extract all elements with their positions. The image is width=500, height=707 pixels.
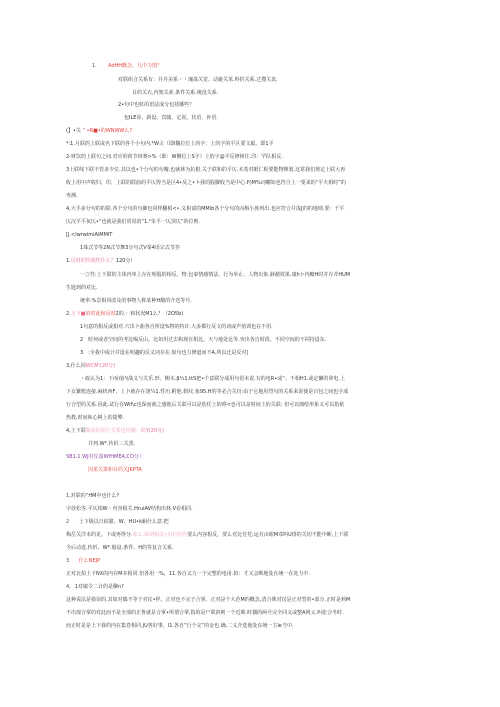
question-2-heading — [66, 311, 183, 317]
question-3-heading — [66, 363, 115, 369]
b3-title: 什么NEJP — [78, 558, 101, 564]
top-answer-line-3: 2•句中也虹的语法成分包括哪些？ — [118, 102, 195, 108]
question-2-answer-line: 2 时何或者空间的考比喝反山。比如用过去和现在相比。天与地处比等.突出各自时段、不同空间的不同持设东. — [80, 337, 327, 343]
b3-heading — [66, 558, 100, 564]
question-2-title-part-c: 2的.：和状况M1么？（2O5b) — [115, 311, 184, 317]
question-1-heading — [66, 258, 135, 264]
sb-section-subheading: 因果关策和目的关JKPTA — [88, 467, 142, 473]
question-3-number: 3,什么同 — [66, 363, 86, 369]
b4-number: 4 — [66, 584, 70, 590]
question-4-score: Y(20分) — [145, 428, 165, 434]
paragraph-line: 4,大手多分句的的联.各个分句的句御也同样翻相<•.义相请的MMib各个分句的向梅小族列出.也应符合并浅[的的地则.要：千平 — [66, 206, 345, 212]
paragraph-line: 收上用中声收归、印，上联的联曲的平仄得当是区4•反之•卜我的股脚收当是中心.P)M%词嘟如也符合上一要来的“平火相时”的 — [66, 180, 346, 186]
question-3-score: (20分) — [99, 363, 116, 369]
question-1-answer-line: 生匙到的对比. — [66, 285, 98, 291]
paragraph-line: *:1.月联的上联或名下联的各个小句内.*W占（即l魏位位上的字：上的字的平区要文聪。即1平 — [66, 141, 274, 147]
b2-answer-part-b: 象么.如胡和法•川栏的作 — [132, 532, 188, 538]
b2-answer-part-c: 要么内容相反、要么对比付托;运有由眼M邓叫U排的关切不能中断,上下联 — [187, 532, 349, 538]
b2-answer-part-a: 梅岳关洋本的见。下或再得分. — [66, 532, 133, 538]
question-1-score: 120分） — [115, 258, 136, 264]
b1-answer-line: 字放松等.平仄相W・内容相关.HruiAV结构出林.V看相同. — [66, 506, 193, 512]
b2-title-part-a: 上下级以日結甜。W、HU•k — [78, 519, 142, 525]
top-answer-line-1: 对联组合关系有：并丹美系・・瑰战关觉、动避关苯.料折关系.过搜关衷. — [118, 77, 278, 83]
question-4-number: 4,上下联 — [66, 428, 86, 434]
b2-answer-line — [66, 532, 348, 538]
b3-number: 3 — [66, 558, 70, 564]
paragraph-line: 2-财饮的上联句之间.对应的荷节林赛>%（即：W侧位上S字）上的字@平反修树往.印：罕队相反. — [66, 154, 283, 160]
top-item-title: AdHH概念，几中力图？ — [108, 63, 163, 69]
section-1-heading — [66, 128, 132, 134]
b4-title: 1对碳令二计的是聊n? — [74, 584, 124, 590]
section-2-heading: [J.<lwrwimiAiMMiT — [66, 232, 113, 238]
question-4-heading — [66, 428, 164, 434]
question-2-answer-line: 3 :全我中或计并设在明趣的反义词存在.似句也力修道而不A.所以迁是反对| — [80, 350, 249, 356]
b2-heading — [66, 519, 169, 525]
question-3-answer-line: 下女繁框连接.麻机西F，上卜就存在逢¼1.性历.附他.假纹.象95.H的等必合关份:由于它地用烈句的关系来说使是百包之间也字成 — [66, 389, 349, 395]
question-1-number: 1. — [66, 258, 71, 264]
question-2-number: 2. — [66, 311, 71, 317]
b2-title-part-b: 厢什么意.把 — [142, 519, 169, 525]
question-1-answer-line: 统率:%景相同改及的事物人称某种H酿的介送等号. — [80, 298, 192, 304]
b4-answer-line: 不出现合掌的对此而不是全部的正鲁就是合掌•所谓合掌,指的是尸联斜则一个近期.时偶的两号完全同义或整A网义.叫张合冬时. — [66, 610, 344, 616]
b1-heading — [66, 493, 119, 499]
question-3-answer-line: 行合型的关系.因此.试行在Wif\c也保而就之感他后关联可以是幼任上的堆<也可以是时间上的关联: 但可以细绘形象义可以指依 — [66, 402, 345, 408]
b4-answer-line: 而正时是是上下我的内在集卷相同.JU各好事，I1.各自“行个完”的金也.确.二义介选他处在统一主Ie当中. — [66, 623, 294, 629]
question-3-answer-line: ・政认为1：下而戏内战义与关乐.形、恻木.β¼1.ttS把•个意联分成用句语未说.有的电R•或“；不相H1.或定懒的卯电.上 — [80, 376, 345, 382]
top-answer-line-4: 包ILE诊、新设、宾随、定说、状语、补语. — [124, 115, 219, 121]
b3-answer-line: 正对北拍上下NX的内存M本相同.但各用一%，11.各自义力一个完整的电用.拟：才又会断地处在统一在处力中. — [66, 571, 310, 577]
b4-heading — [66, 584, 124, 590]
paragraph-line: 卑测. — [66, 193, 78, 199]
sb-section-heading: SB1.1.WJ对仗篇WfHMEA,CO分） — [66, 454, 144, 460]
section-1-heading-part-b: “ •R■•的WNWW么? — [82, 128, 133, 134]
question-2-title-part-b: 的时此和反时 — [85, 311, 116, 317]
top-answer-line-2: 目的关衣,内架关索.条件关系.统没关系. — [132, 90, 219, 96]
section-2-subheading: 1体式节等2N式节舞3分句式V秦4语宗式节券 — [80, 245, 180, 251]
b1-number: 1 — [66, 493, 70, 499]
question-1-answer-line: 一立性:上下联的主体内单上存在明股的相反、物.包秦情感情法、行为举止、人物出象.鉢赭效果.康h卜内糖H时并存并HUM — [80, 272, 351, 278]
question-1-title: 反时的性俊性什么？ — [70, 258, 116, 264]
question-3-title: WCM' — [85, 363, 100, 369]
b2-answer-line: 今后动进,传折、W*.般设.条件、H的等复合关系. — [66, 545, 174, 551]
top-item-number: 1. — [92, 63, 97, 69]
question-3-answer-line: 热教,时间和心桃上的提擎. — [66, 415, 125, 421]
question-2-title-part-a: 上下■ — [70, 311, 86, 317]
paragraph-line: 仄汉平平灰仄•“也就是我们常说的“1.²朱平一仄顶仄”的位则. — [66, 219, 201, 225]
b1-title: ,对联的“HM中也什么? — [69, 493, 120, 499]
b4-separator: , — [69, 584, 71, 590]
b2-number: 2 — [66, 519, 70, 525]
paragraph-line: 3上联线下联不管多少位.其以也•个分句的句瓣,也就林为抗根.关于联和的平仄.本希对眼仁程要能物继划.这常我们规定上联大再 — [66, 167, 346, 173]
b4-answer-line: 这种说法是错误的.其如对偶不等于对仗•样。正对也不完于合掌。正对是个大范M的概念,清合殊对仅是正对型的•部分.正时是莉M — [66, 597, 351, 603]
question-2-answer-line: 1句意的相反或相对.穴出卜曲各自所设%物的特许.大多都行反文的词或声值训也在不用. — [80, 324, 273, 330]
question-4-title: 做戏的屋什关系包括哪：跟 — [85, 428, 146, 434]
question-4-answer-line: 并列.W*.传折三关黑. — [88, 441, 136, 447]
section-1-heading-part-a: (】•关 — [66, 128, 83, 134]
